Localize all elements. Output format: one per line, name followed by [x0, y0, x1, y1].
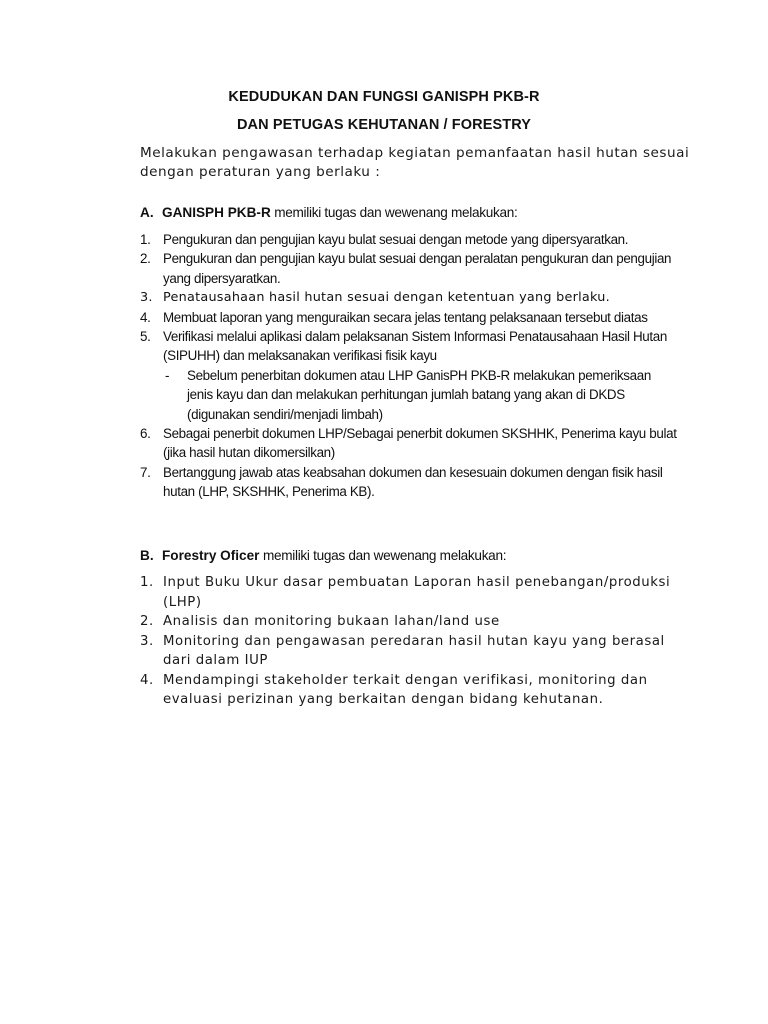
list-item-number: 4. — [140, 309, 151, 325]
section-b-list — [140, 573, 680, 710]
list-item — [140, 230, 680, 249]
list-item-number: 4. — [140, 672, 154, 688]
list-item — [140, 424, 680, 463]
list-item-text: Membuat laporan yang menguraikan secara jelas tentang pelaksanaan tersebut diatas — [163, 309, 648, 325]
list-item-number: 2. — [140, 251, 151, 267]
list-item — [140, 612, 680, 632]
list-item-number: 3. — [140, 290, 153, 306]
list-item-text: Input Buku Ukur dasar pembuatan Laporan hasil penebangan/produksi (LHP) — [163, 575, 671, 610]
intro-paragraph: Melakukan pengawasan terhadap kegiatan pemanfaatan hasil hutan sesuai dengan peraturan yang berlaku : — [140, 145, 690, 180]
list-item — [140, 463, 680, 502]
list-item — [140, 573, 680, 612]
list-item — [140, 249, 680, 288]
section-b-heading — [140, 547, 506, 565]
list-item-text: Monitoring dan pengawasan peredaran hasil hutan kayu yang berasal dari dalam IUP — [163, 633, 665, 668]
list-item-text: Sebagai penerbit dokumen LHP/Sebagai penerbit dokumen SKSHHK, Penerima kayu bulat (jika hasil hutan dikomersilkan) — [163, 426, 677, 461]
list-item-number: 6. — [140, 426, 151, 442]
list-item-number: 2. — [140, 614, 154, 629]
list-item-text: Analisis dan monitoring bukaan lahan/land use — [163, 614, 500, 629]
list-item-text: Bertanggung jawab atas keabsahan dokumen dan kesesuain dokumen dengan fisik hasil hutan (LHP, SKSHHK, Penerima KB). — [163, 464, 663, 500]
list-item — [140, 308, 680, 327]
section-a-heading — [140, 204, 517, 222]
document-title-line-2: DAN PETUGAS KEHUTANAN / FORESTRY — [236, 117, 531, 133]
list-item-text: Pengukuran dan pengujian kayu bulat sesuai dengan metode yang dipersyaratkan. — [163, 232, 629, 247]
list-item-text: Pengukuran dan pengujian kayu bulat sesuai dengan peralatan pengukuran dan pengujian yang dipersyaratkan. — [163, 251, 672, 286]
list-item-number: 7. — [140, 464, 151, 480]
list-item-number: 1. — [140, 575, 154, 590]
sub-list-item-text: Sebelum penerbitan dokumen atau LHP GanisPH PKB-R melakukan pemeriksaan jenis kayu dan dan melakukan perhitungan jumlah batang yang akan di DKDS (digunakan sendiri/menjadi limbah) — [187, 367, 651, 422]
list-item-text: Verifikasi melalui aplikasi dalam pelaksanan Sistem Informasi Penatausahaan Hasil Hutan (SIPUHH) dan melaksanakan verifikasi fisik kayu — [163, 329, 667, 364]
section-b-letter: B. — [140, 548, 154, 563]
list-item — [140, 327, 680, 424]
section-a-name: GANISPH PKB-R — [162, 205, 271, 220]
section-b-name: Forestry Oficer — [162, 548, 260, 563]
sub-list-item — [165, 366, 680, 424]
list-item — [140, 288, 680, 307]
section-b-description: memiliki tugas dan wewenang melakukan: — [259, 548, 507, 563]
section-a-description: memiliki tugas dan wewenang melakukan: — [270, 205, 518, 220]
list-item — [140, 632, 680, 671]
list-item-text: Penatausahaan hasil hutan sesuai dengan ketentuan yang berlaku. — [163, 290, 610, 306]
sub-list-dash: - — [165, 367, 170, 383]
list-item-number: 1. — [140, 232, 151, 247]
list-item-number: 3. — [140, 633, 154, 649]
section-a-letter: A. — [140, 205, 154, 220]
list-item-text: Mendampingi stakeholder terkait dengan verifikasi, monitoring dan evaluasi perizinan yang berkaitan dengan bidang kehutanan. — [163, 672, 648, 707]
section-a-list — [140, 230, 680, 502]
list-item — [140, 671, 680, 710]
document-title-line-1: KEDUDUKAN DAN FUNGSI GANISPH PKB-R — [228, 89, 540, 105]
list-item-number: 5. — [140, 329, 151, 345]
